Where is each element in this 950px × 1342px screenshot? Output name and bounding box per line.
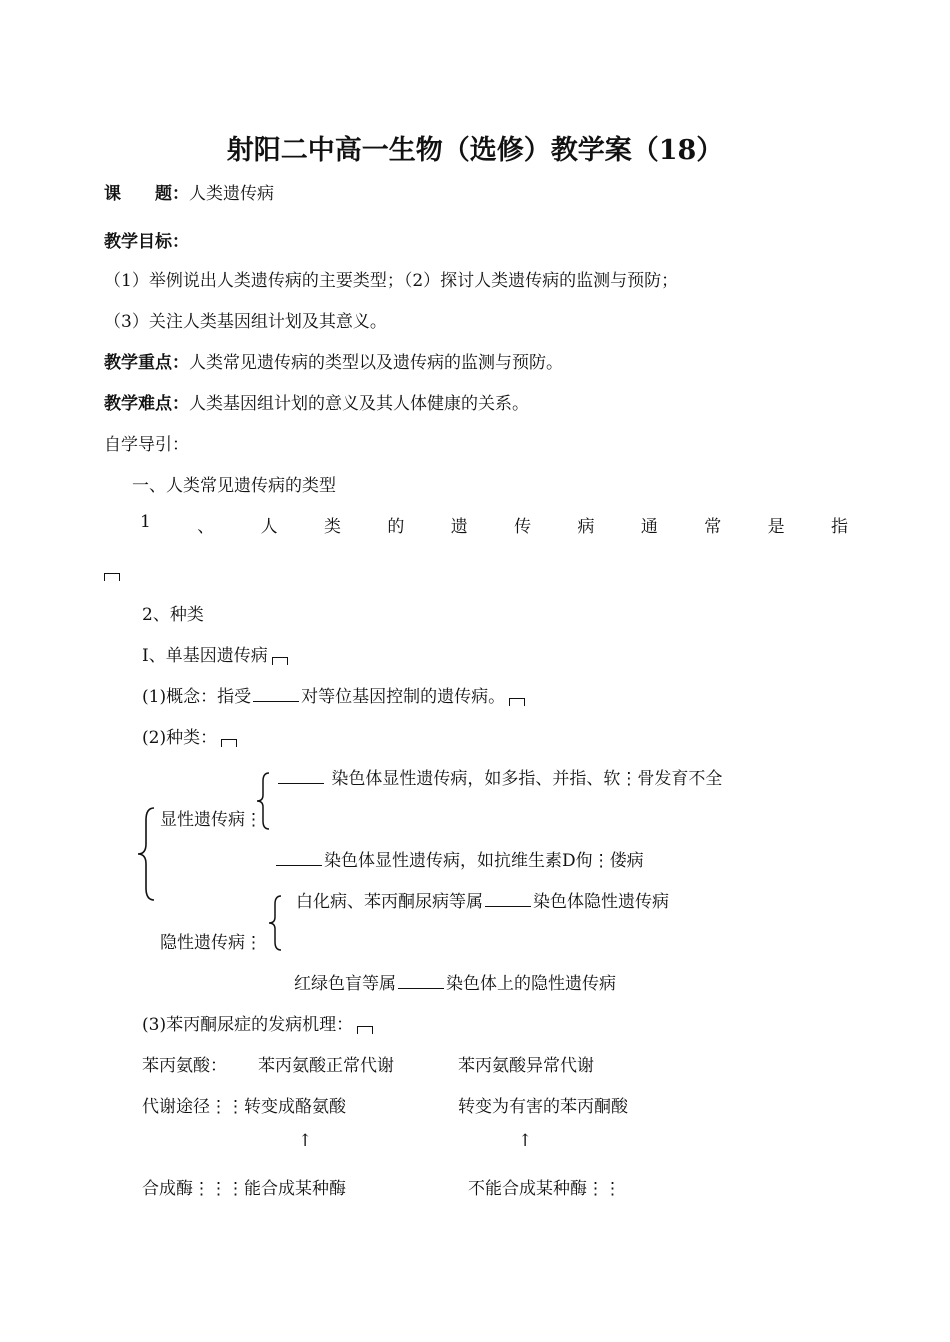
item-1-char: 通 bbox=[640, 517, 658, 537]
objectives-label: 教学目标： bbox=[104, 232, 189, 252]
recessive-label: 隐性遗传病⋮ bbox=[160, 933, 262, 953]
concept-line bbox=[142, 682, 525, 707]
types-label: (2)种类： bbox=[142, 728, 218, 748]
recessive-line-2 bbox=[294, 969, 616, 994]
item-1-char: 指 bbox=[830, 517, 848, 537]
page-title: 射阳二中高一生物（选修）教学案（18） bbox=[226, 135, 724, 166]
paragraph-mark-icon bbox=[272, 657, 288, 665]
difficulty-value: 人类基因组计划的意义及其人体健康的关系。 bbox=[189, 394, 529, 414]
recessive-line-1-after: 染色体隐性遗传病 bbox=[533, 892, 669, 912]
row2-abnormal: 转变为有害的苯丙酮酸 bbox=[458, 1097, 628, 1117]
mechanism-heading bbox=[142, 1010, 373, 1035]
objective-line-1: （1）举例说出人类遗传病的主要类型；（2）探讨人类遗传病的监测与预防； bbox=[104, 271, 679, 291]
topic-value: 人类遗传病 bbox=[189, 184, 274, 204]
dominant-label: 显性遗传病⋮ bbox=[160, 810, 262, 830]
item-1-char: 传 bbox=[514, 517, 532, 537]
fill-blank bbox=[278, 769, 324, 784]
item-1-char: 的 bbox=[387, 517, 405, 537]
key-point-line bbox=[104, 348, 563, 373]
concept-after: 对等位基因控制的遗传病。 bbox=[301, 687, 506, 707]
concept-before: (1)概念：指受 bbox=[142, 687, 252, 707]
item-1-char: 类 bbox=[323, 517, 341, 537]
dominant-line-1 bbox=[276, 764, 722, 789]
recessive-brace-icon bbox=[266, 894, 284, 952]
item-1-char: 遗 bbox=[450, 517, 468, 537]
single-gene-heading bbox=[142, 641, 288, 666]
fill-blank bbox=[485, 892, 531, 907]
item-1-char: 是 bbox=[767, 517, 785, 537]
row1-normal: 苯丙氨酸正常代谢 bbox=[258, 1056, 394, 1076]
recessive-line-1 bbox=[296, 887, 669, 912]
up-arrow-icon: ↑ bbox=[298, 1131, 313, 1151]
recessive-line-2-after: 染色体上的隐性遗传病 bbox=[446, 974, 616, 994]
row3-abnormal: 不能合成某种酶⋮⋮ bbox=[468, 1179, 621, 1199]
row1-abnormal: 苯丙氨酸异常代谢 bbox=[458, 1056, 594, 1076]
item-1-char: 1 bbox=[140, 512, 151, 532]
self-study-heading: 自学导引： bbox=[104, 435, 189, 455]
item-2-heading: 2、种类 bbox=[142, 605, 204, 625]
dominant-line-1-text: 染色体显性遗传病，如多指、并指、软⋮骨发育不全 bbox=[331, 769, 723, 789]
topic-label: 课 题： bbox=[104, 184, 189, 204]
row3-label: 合成酶⋮⋮⋮能合成某种酶 bbox=[142, 1179, 346, 1199]
paragraph-mark-icon bbox=[221, 739, 237, 747]
topic-line bbox=[104, 179, 274, 204]
item-1-char: 人 bbox=[260, 517, 278, 537]
item-1-char: 、 bbox=[197, 517, 215, 537]
types-line bbox=[142, 723, 237, 748]
key-point-value: 人类常见遗传病的类型以及遗传病的监测与预防。 bbox=[189, 353, 563, 373]
paragraph-mark-icon bbox=[104, 562, 120, 582]
item-1-char: 病 bbox=[577, 517, 595, 537]
paragraph-mark-icon bbox=[357, 1026, 373, 1034]
row2-label: 代谢途径⋮⋮转变成酪氨酸 bbox=[142, 1097, 346, 1117]
row1-label: 苯丙氨酸： bbox=[142, 1056, 227, 1076]
difficulty-label: 教学难点： bbox=[104, 394, 189, 414]
single-gene-label: Ⅰ、单基因遗传病 bbox=[142, 646, 268, 666]
dominant-line-2 bbox=[274, 846, 644, 871]
mechanism-label: (3)苯丙酮尿症的发病机理： bbox=[142, 1015, 354, 1035]
item-1-justified-line bbox=[140, 512, 848, 537]
fill-blank bbox=[253, 687, 299, 702]
recessive-line-1-before: 白化病、苯丙酮尿病等属 bbox=[296, 892, 483, 912]
outer-brace-icon bbox=[134, 806, 158, 902]
key-point-label: 教学重点： bbox=[104, 353, 189, 373]
up-arrow-icon: ↑ bbox=[518, 1131, 533, 1151]
objective-line-2: （3）关注人类基因组计划及其意义。 bbox=[104, 312, 387, 332]
fill-blank bbox=[276, 851, 322, 866]
dominant-line-2-text: 染色体显性遗传病，如抗维生素D佝⋮偻病 bbox=[324, 851, 644, 871]
fill-blank bbox=[398, 974, 444, 989]
paragraph-mark-icon bbox=[509, 698, 525, 706]
item-1-char: 常 bbox=[704, 517, 722, 537]
difficulty-line bbox=[104, 389, 529, 414]
recessive-line-2-before: 红绿色盲等属 bbox=[294, 974, 396, 994]
section-1-heading: 一、人类常见遗传病的类型 bbox=[132, 476, 336, 496]
